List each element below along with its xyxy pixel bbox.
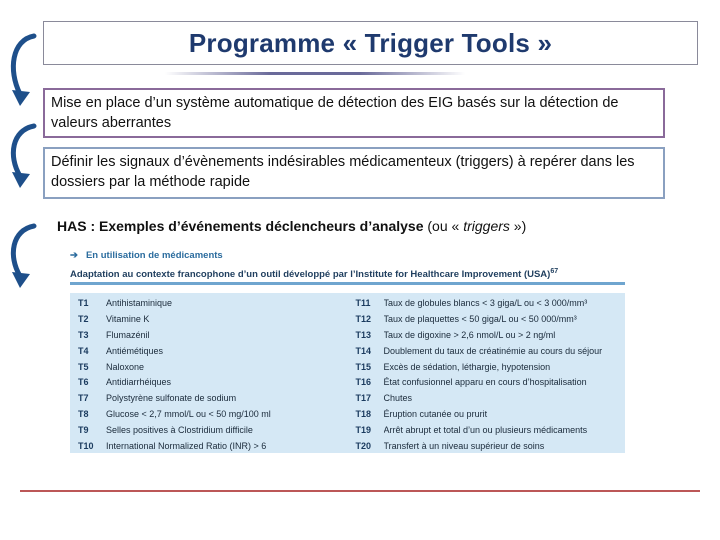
trigger-code: T7 [78, 393, 89, 404]
text-box-detection [43, 88, 665, 138]
has-caption-italic: triggers [463, 218, 510, 234]
trigger-row [348, 312, 626, 328]
trigger-code: T1 [78, 298, 89, 308]
curved-arrow-icon [6, 120, 40, 192]
figure-heading [70, 248, 625, 264]
footer-divider [20, 490, 700, 492]
has-caption-text: ») [509, 218, 527, 234]
trigger-code: T8 [78, 409, 89, 420]
trigger-row [348, 296, 626, 312]
arrow-right-icon: ➔ [70, 250, 78, 261]
footnote-ref: 67 [550, 268, 559, 275]
figure-subheading [70, 264, 625, 280]
trigger-label: Excès de sédation, léthargie, hypotension [383, 361, 551, 372]
trigger-label: Chutes [383, 393, 413, 404]
trigger-row [70, 375, 348, 391]
figure-divider [70, 282, 625, 285]
trigger-label: Flumazénil [106, 329, 150, 340]
page-title: Programme « Trigger Tools » [188, 27, 553, 58]
trigger-row [348, 423, 626, 439]
trigger-code: T2 [78, 313, 89, 324]
trigger-row [70, 407, 348, 423]
trigger-row [348, 391, 626, 407]
trigger-code: T16 [355, 377, 372, 388]
trigger-code: T6 [78, 377, 89, 388]
trigger-label: Vitamine K [106, 313, 150, 324]
figure-heading-text: En utilisation de médicaments [85, 250, 223, 261]
trigger-label: Glucose < 2,7 mmol/L ou < 50 mg/100 ml [106, 409, 271, 420]
trigger-code: T15 [355, 361, 372, 372]
trigger-row [70, 328, 348, 344]
trigger-label: Antihistaminique [106, 298, 173, 308]
trigger-column-right [348, 296, 626, 453]
trigger-label: Doublement du taux de créatinémie au cours du séjour [383, 345, 603, 356]
box-text: Mise en place d’un système automatique de détection des EIG basés sur la détection de valeurs aberrantes [51, 95, 619, 131]
trigger-code: T11 [355, 298, 371, 308]
trigger-code: T3 [78, 329, 89, 340]
trigger-code: T17 [355, 393, 372, 404]
trigger-row [70, 391, 348, 407]
curved-arrow-icon [6, 30, 40, 110]
trigger-code: T14 [355, 345, 372, 356]
trigger-label: Transfert à un niveau supérieur de soins [383, 441, 545, 452]
trigger-row [70, 423, 348, 439]
trigger-label: Éruption cutanée ou prurit [383, 409, 488, 420]
trigger-row [70, 344, 348, 360]
has-caption [57, 218, 526, 234]
trigger-code: T13 [355, 329, 372, 340]
trigger-label: Taux de digoxine > 2,6 nmol/L ou > 2 ng/ml [383, 329, 556, 340]
trigger-code: T5 [78, 361, 89, 372]
trigger-row [348, 328, 626, 344]
title-box [43, 21, 698, 65]
text-box-signals [43, 147, 665, 199]
trigger-row [348, 344, 626, 360]
trigger-code: T9 [78, 425, 89, 436]
trigger-label: Antiémétiques [106, 345, 164, 356]
trigger-row [348, 439, 626, 455]
trigger-label: Naloxone [106, 361, 145, 372]
trigger-label: Arrêt abrupt et total d’un ou plusieurs médicaments [383, 425, 588, 436]
box-text: Définir les signaux d’évènements indésirables médicamenteux (triggers) à repérer dans les dossiers par la méthode rapide [51, 154, 635, 190]
trigger-label: État confusionnel apparu en cours d’hospitalisation [383, 377, 587, 388]
trigger-label: Taux de globules blancs < 3 giga/L ou < 3 000/mm³ [383, 298, 588, 308]
trigger-code: T18 [355, 409, 372, 420]
trigger-label: Selles positives à Clostridium difficile [106, 425, 253, 436]
trigger-row [348, 407, 626, 423]
trigger-code: T19 [355, 425, 372, 436]
trigger-label: International Normalized Ratio (INR) > 6 [106, 441, 267, 452]
trigger-code: T10 [78, 441, 94, 452]
trigger-label: Antidiarrhéiques [106, 377, 172, 388]
has-caption-text: (ou « [423, 218, 464, 234]
trigger-row [70, 296, 348, 312]
trigger-row [70, 360, 348, 376]
trigger-table-figure [70, 248, 625, 453]
has-caption-bold: HAS : Exemples d’événements déclencheurs d’analyse [57, 218, 424, 234]
figure-subheading-text: Adaptation au contexte francophone d’un outil développé par l’Institute for Healthcare Improvement (USA) [70, 269, 551, 281]
trigger-code: T4 [78, 345, 89, 356]
trigger-row [70, 439, 348, 455]
trigger-row [348, 375, 626, 391]
title-underline [165, 72, 465, 75]
trigger-code: T12 [355, 313, 372, 324]
trigger-row [348, 360, 626, 376]
trigger-column-left [70, 296, 348, 453]
trigger-code: T20 [355, 441, 372, 452]
trigger-label: Polystyrène sulfonate de sodium [106, 393, 237, 404]
trigger-table [70, 293, 625, 453]
trigger-label: Taux de plaquettes < 50 giga/L ou < 50 000/mm³ [383, 313, 577, 324]
trigger-row [70, 312, 348, 328]
curved-arrow-icon [6, 220, 40, 292]
